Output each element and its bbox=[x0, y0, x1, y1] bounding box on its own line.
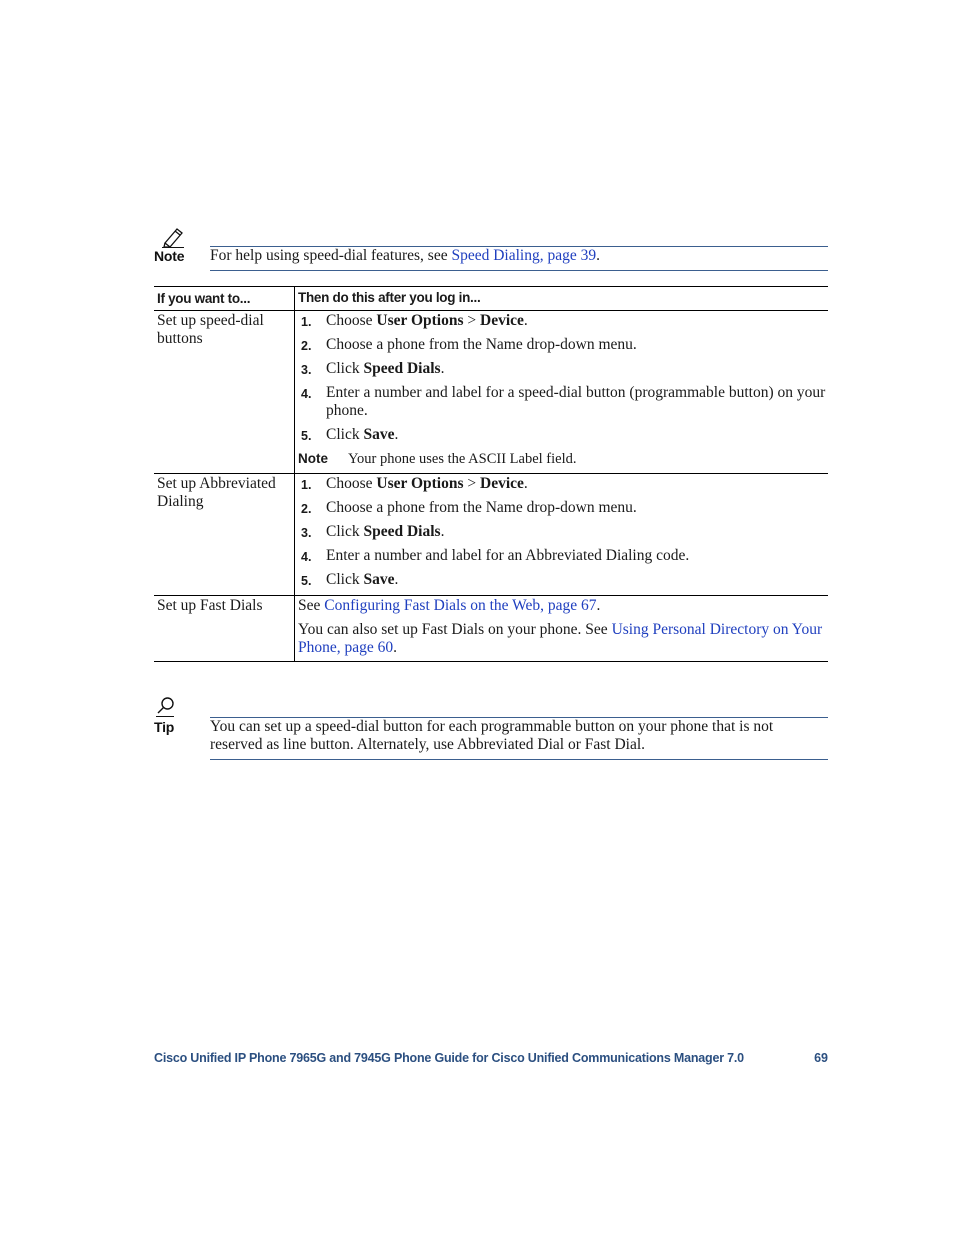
list-item: 1. Choose User Options > Device. bbox=[301, 475, 528, 492]
steps-cell bbox=[295, 474, 829, 596]
table-row bbox=[154, 474, 828, 596]
cell-note-text: Your phone uses the ASCII Label field. bbox=[348, 451, 577, 467]
tip-label: Tip bbox=[154, 719, 175, 735]
pencil-icon bbox=[162, 226, 186, 248]
list-item: 5. Click Save. bbox=[301, 426, 399, 443]
list-item: 2. Choose a phone from the Name drop-down menu. bbox=[301, 336, 637, 353]
tip-text: You can set up a speed-dial button for each programmable button on your phone that is not reserved as line button. Alternately, use Abbreviated Dial or Fast Dial. bbox=[210, 718, 774, 753]
cell-note bbox=[295, 450, 828, 473]
list-item: 2. Choose a phone from the Name drop-down menu. bbox=[301, 499, 637, 516]
fast-dials-para-2: You can also set up Fast Dials on your phone. See Using Personal Directory on Your Phone, page 60. bbox=[298, 621, 823, 656]
link-configuring-fast-dials[interactable]: Configuring Fast Dials on the Web, page 67 bbox=[324, 597, 597, 614]
header-task: If you want to... bbox=[154, 287, 295, 311]
note-text-before: For help using speed-dial features, see bbox=[210, 247, 452, 264]
footer-title: Cisco Unified IP Phone 7965G and 7945G Phone Guide for Cisco Unified Communications Manager 7.0 bbox=[154, 1051, 744, 1065]
list-item: 4. Enter a number and label for a speed-dial button (programmable button) on your phone. bbox=[301, 384, 826, 419]
steps-cell bbox=[295, 311, 829, 474]
list-item: 3. Click Speed Dials. bbox=[301, 360, 445, 377]
task-fast-dials: Set up Fast Dials bbox=[157, 597, 263, 614]
fast-dials-para-1: See Configuring Fast Dials on the Web, page 67. bbox=[298, 597, 601, 614]
steps-list bbox=[295, 475, 828, 589]
steps-list bbox=[295, 312, 828, 444]
note-bottom-rule bbox=[210, 270, 828, 271]
list-item: 3. Click Speed Dials. bbox=[301, 523, 445, 540]
task-speed-dial-buttons: Set up speed-dial buttons bbox=[157, 312, 264, 347]
magnifier-icon bbox=[156, 696, 176, 718]
link-using-personal-directory[interactable]: Using Personal Directory on Your Phone, page 60 bbox=[298, 621, 823, 656]
note-label: Note bbox=[154, 248, 185, 264]
steps-cell bbox=[295, 596, 829, 662]
task-cell bbox=[154, 596, 295, 662]
list-item: 5. Click Save. bbox=[301, 571, 399, 588]
task-cell bbox=[154, 311, 295, 474]
cell-note-label: Note bbox=[298, 451, 328, 466]
table-row bbox=[154, 596, 828, 662]
task-abbreviated-dialing: Set up Abbreviated Dialing bbox=[157, 475, 276, 510]
table-header-row bbox=[154, 287, 828, 311]
speed-dial-table bbox=[154, 286, 828, 662]
header-steps: Then do this after you log in... bbox=[295, 287, 829, 311]
task-cell bbox=[154, 474, 295, 596]
list-item: 4. Enter a number and label for an Abbreviated Dialing code. bbox=[301, 547, 690, 564]
page-number: 69 bbox=[814, 1051, 828, 1065]
list-item: 1. Choose User Options > Device. bbox=[301, 312, 528, 329]
note-link-speed-dialing[interactable]: Speed Dialing, page 39 bbox=[451, 247, 597, 264]
table-row bbox=[154, 311, 828, 474]
note-text-after: . bbox=[596, 247, 600, 264]
tip-bottom-rule bbox=[210, 759, 828, 760]
note-text bbox=[210, 247, 828, 265]
